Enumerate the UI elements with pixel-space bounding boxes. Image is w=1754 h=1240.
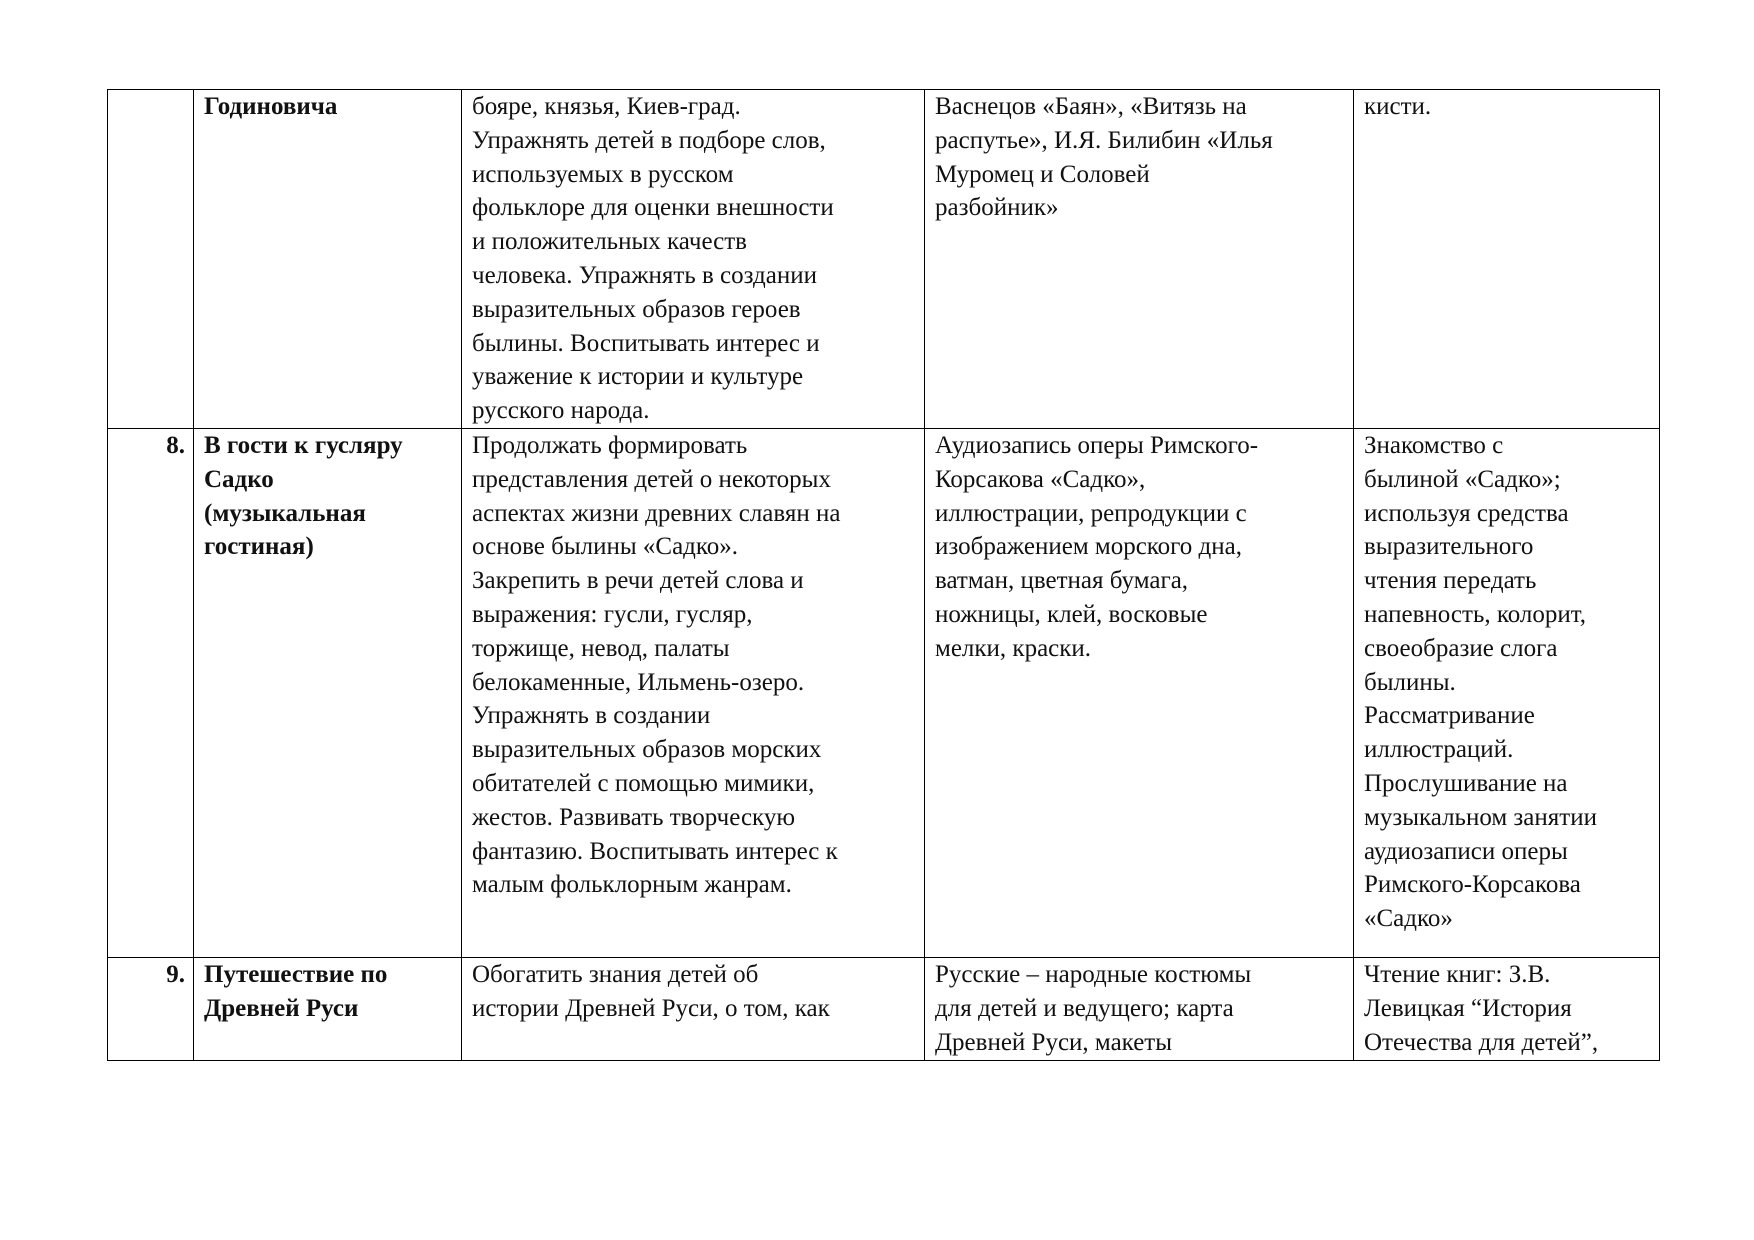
tasks-cell: Обогатить знания детей об истории Древней Руси, о том, как xyxy=(462,958,925,1061)
tasks-cell: бояре, князья, Киев-град. Упражнять детей в подборе слов, используемых в русском фольклоре для оценки внешности и положительных качеств человека. Упражнять в создании выразительных образов героев былины. Воспитывать интерес и уважение к истории и культуре русского народа. xyxy=(462,90,925,429)
tasks-cell: Продолжать формировать представления детей о некоторых аспектах жизни древних славян на основе былины «Садко». Закрепить в речи детей слова и выражения: гусли, гусляр, торжище, невод, палаты белокаменные, Ильмень-озеро. Упражнять в создании выразительных образов морских обитателей с помощью мимики, жестов. Развивать творческую фантазию. Воспитывать интерес к малым фольклорным жанрам. xyxy=(462,429,925,958)
table-row xyxy=(108,90,1660,429)
topic-cell: Путешествие по Древней Руси xyxy=(194,958,462,1061)
row-number-cell: 8. xyxy=(108,429,194,958)
materials-cell: Васнецов «Баян», «Витязь на распутье», И.Я. Билибин «Илья Муромец и Соловей разбойник» xyxy=(925,90,1354,429)
table-row xyxy=(108,958,1660,1061)
prework-cell: Знакомство с былиной «Садко»; используя средства выразительного чтения передать напевность, колорит, своеобразие слога былины. Рассматривание иллюстраций. Прослушивание на музыкальном занятии аудиозаписи оперы Римского-Корсакова «Садко» xyxy=(1354,429,1660,958)
table-row xyxy=(108,429,1660,958)
topic-cell: Годиновича xyxy=(194,90,462,429)
materials-cell: Русские – народные костюмы для детей и ведущего; карта Древней Руси, макеты xyxy=(925,958,1354,1061)
materials-cell: Аудиозапись оперы Римского- Корсакова «Садко», иллюстрации, репродукции с изображением морского дна, ватман, цветная бумага, ножницы, клей, восковые мелки, краски. xyxy=(925,429,1354,958)
prework-cell: Чтение книг: З.В. Левицкая “История Отечества для детей”, xyxy=(1354,958,1660,1061)
topic-cell: В гости к гусляру Садко (музыкальная гостиная) xyxy=(194,429,462,958)
row-number-cell: 9. xyxy=(108,958,194,1061)
row-number-cell xyxy=(108,90,194,429)
prework-cell: кисти. xyxy=(1354,90,1660,429)
lesson-plan-table xyxy=(107,89,1660,1061)
